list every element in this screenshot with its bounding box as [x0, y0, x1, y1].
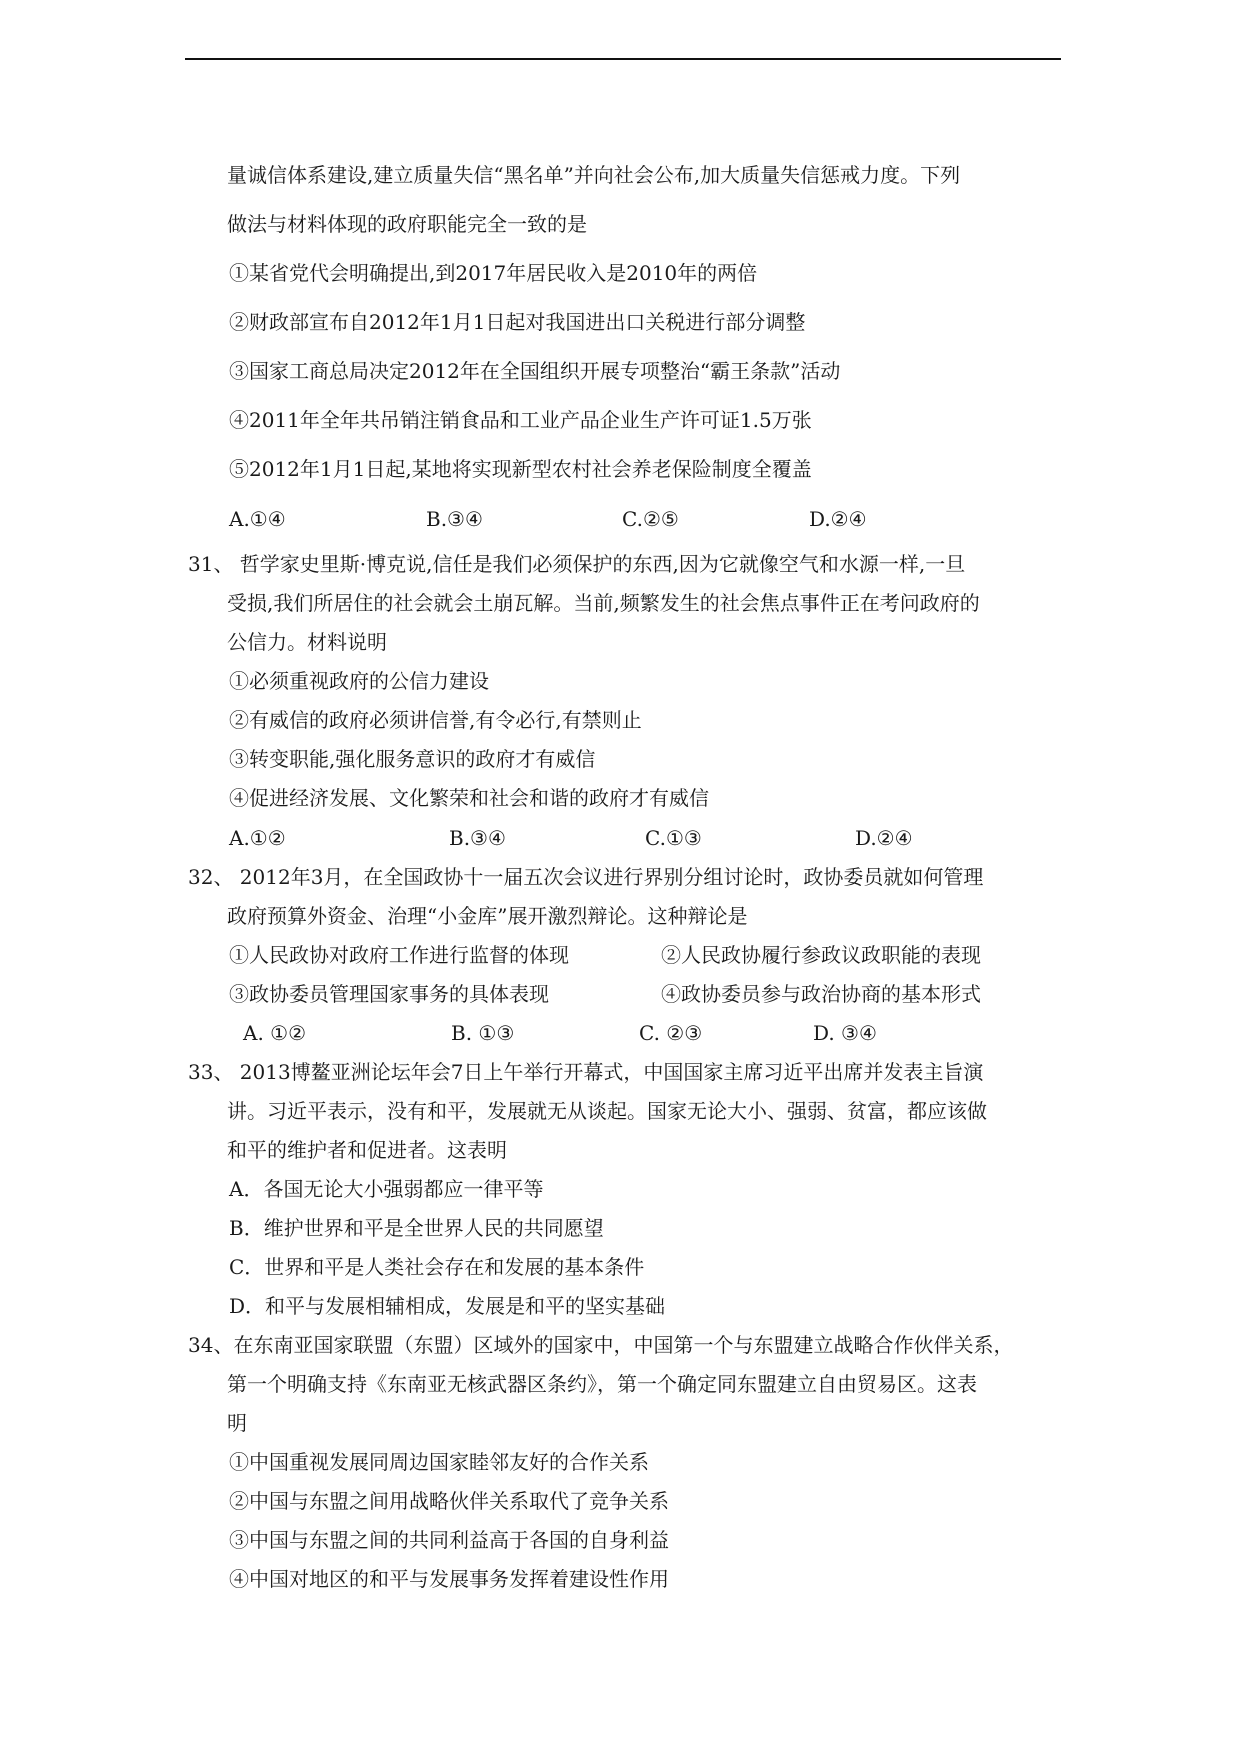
q33-choice-b[interactable]: B．维护世界和平是全世界人民的共同愿望: [229, 1216, 604, 1240]
q32-text-line-1: 32、 2012年3月，在全国政协十一届五次会议进行界别分组讨论时，政协委员就如何管理: [188, 865, 984, 889]
q31-option-d[interactable]: D.②④: [855, 826, 913, 850]
q30-text-line-1: 量诚信体系建设,建立质量失信“黑名单”并向社会公布,加大质量失信惩戒力度。下列: [227, 163, 961, 187]
q30-option-b[interactable]: B.③④: [426, 507, 483, 531]
q33-choice-a[interactable]: A．各国无论大小强弱都应一律平等: [229, 1177, 544, 1201]
q31-option-b[interactable]: B.③④: [449, 826, 506, 850]
q32-statement-4: ④政协委员参与政治协商的基本形式: [661, 982, 981, 1006]
q32-statement-1: ①人民政协对政府工作进行监督的体现: [229, 943, 569, 967]
q32-option-a[interactable]: A. ①②: [243, 1021, 307, 1045]
q31-text-line-3: 公信力。材料说明: [227, 630, 387, 654]
q32-option-b[interactable]: B. ①③: [451, 1021, 515, 1045]
q32-statement-2: ②人民政协履行参政议政职能的表现: [661, 943, 981, 967]
q30-text-line-2: 做法与材料体现的政府职能完全一致的是: [227, 212, 587, 236]
q30-statement-3: ③国家工商总局决定2012年在全国组织开展专项整治“霸王条款”活动: [229, 359, 841, 383]
q34-statement-4: ④中国对地区的和平与发展事务发挥着建设性作用: [229, 1567, 669, 1591]
q30-options: [0, 507, 1241, 531]
q30-statement-2: ②财政部宣布自2012年1月1日起对我国进出口关税进行部分调整: [229, 310, 806, 334]
q30-option-c[interactable]: C.②⑤: [622, 507, 679, 531]
q31-option-c[interactable]: C.①③: [645, 826, 702, 850]
q33-choice-d[interactable]: D．和平与发展相辅相成，发展是和平的坚实基础: [229, 1294, 666, 1318]
q30-statement-4: ④2011年全年共吊销注销食品和工业产品企业生产许可证1.5万张: [229, 408, 812, 432]
q31-statement-2: ②有威信的政府必须讲信誉,有令必行,有禁则止: [229, 708, 642, 732]
header-rule: [185, 58, 1061, 60]
q30-option-a[interactable]: A.①④: [229, 507, 286, 531]
q34-statement-1: ①中国重视发展同周边国家睦邻友好的合作关系: [229, 1450, 649, 1474]
q34-text-line-3: 明: [227, 1411, 247, 1435]
q33-text-line-3: 和平的维护者和促进者。这表明: [227, 1138, 507, 1162]
q32-options: [0, 1021, 1241, 1045]
q31-option-a[interactable]: A.①②: [229, 826, 286, 850]
q31-text-line-1: 31、 哲学家史里斯·博克说,信任是我们必须保护的东西,因为它就像空气和水源一样,一旦: [188, 552, 966, 576]
q32-statement-3: ③政协委员管理国家事务的具体表现: [229, 982, 549, 1006]
q34-text-line-2: 第一个明确支持《东南亚无核武器区条约》，第一个确定同东盟建立自由贸易区。这表: [227, 1372, 977, 1396]
q33-choice-c[interactable]: C．世界和平是人类社会存在和发展的基本条件: [229, 1255, 645, 1279]
q34-statement-3: ③中国与东盟之间的共同利益高于各国的自身利益: [229, 1528, 669, 1552]
q31-statement-1: ①必须重视政府的公信力建设: [229, 669, 489, 693]
q32-option-d[interactable]: D. ③④: [813, 1021, 877, 1045]
q32-statements-row-2: [0, 982, 1241, 1006]
q32-option-c[interactable]: C. ②③: [639, 1021, 703, 1045]
q32-statements-row-1: [0, 943, 1241, 967]
q33-text-line-1: 33、 2013博鳌亚洲论坛年会7日上午举行开幕式，中国国家主席习近平出席并发表主旨演: [188, 1060, 984, 1084]
q31-options: [0, 826, 1241, 850]
q30-statement-1: ①某省党代会明确提出,到2017年居民收入是2010年的两倍: [229, 261, 758, 285]
q30-statement-5: ⑤2012年1月1日起,某地将实现新型农村社会养老保险制度全覆盖: [229, 457, 812, 481]
q30-option-d[interactable]: D.②④: [809, 507, 867, 531]
q31-statement-4: ④促进经济发展、文化繁荣和社会和谐的政府才有威信: [229, 786, 709, 810]
q34-text-line-1: 34、在东南亚国家联盟（东盟）区域外的国家中，中国第一个与东盟建立战略合作伙伴关系，: [188, 1333, 1014, 1357]
q31-statement-3: ③转变职能,强化服务意识的政府才有威信: [229, 747, 596, 771]
q33-text-line-2: 讲。习近平表示，没有和平，发展就无从谈起。国家无论大小、强弱、贫富，都应该做: [227, 1099, 987, 1123]
q34-statement-2: ②中国与东盟之间用战略伙伴关系取代了竞争关系: [229, 1489, 669, 1513]
q31-text-line-2: 受损,我们所居住的社会就会土崩瓦解。当前,频繁发生的社会焦点事件正在考问政府的: [227, 591, 980, 615]
q32-text-line-2: 政府预算外资金、治理“小金库”展开激烈辩论。这种辩论是: [227, 904, 748, 928]
